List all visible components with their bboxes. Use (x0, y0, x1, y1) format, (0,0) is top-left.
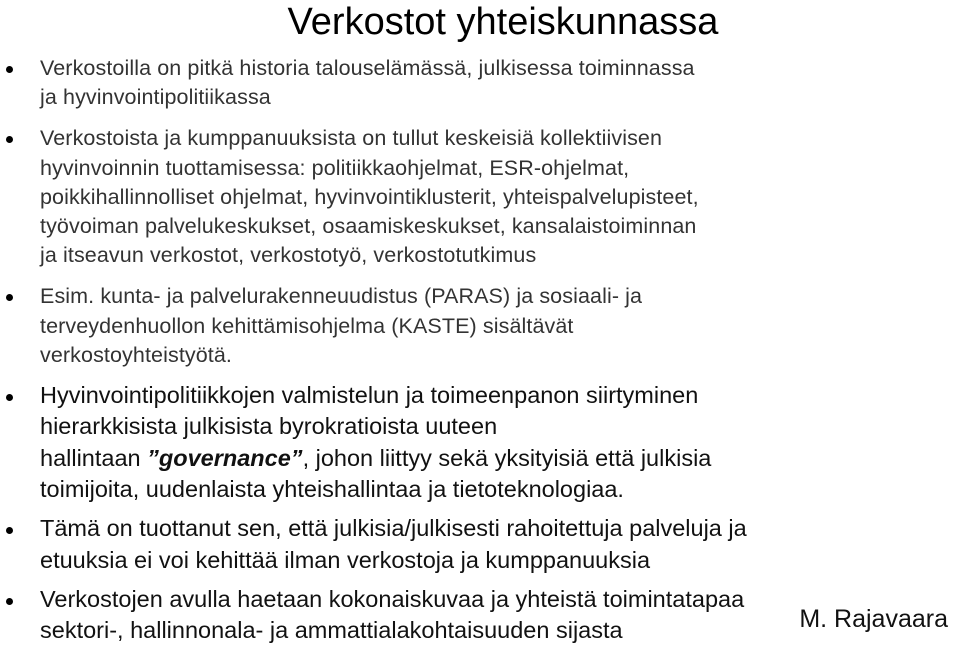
slide-title: Verkostot yhteiskunnassa (287, 1, 719, 43)
bullet-list (0, 54, 960, 650)
bullet-text-line: työvoiman palvelukeskukset, osaamiskeskukset, kansalaistoiminnan (40, 214, 697, 239)
bullet-marker (6, 136, 13, 143)
bullet-text-line: etuuksia ei voi kehittää ilman verkostoja ja kumppanuuksia (40, 546, 651, 573)
bullet-text-line: Verkostoista ja kumppanuuksista on tullut keskeisiä kollektiivisen (40, 126, 663, 151)
bullet-item (0, 513, 960, 576)
author-name: M. Rajavaara (799, 605, 948, 633)
bullet-item (0, 282, 960, 370)
bullet-text-segment: hallintaan (40, 444, 148, 471)
bullet-text-line: Esim. kunta- ja palvelurakenneuudistus (PARAS) ja sosiaali- ja (40, 284, 643, 309)
bullet-marker (6, 294, 13, 301)
bullet-text-line: ja hyvinvointipolitiikassa (40, 85, 271, 110)
bullet-text-line: sektori-, hallinnonala- ja ammattialakohtaisuuden sijasta (40, 617, 623, 644)
governance-emphasis: ”governance” (147, 444, 303, 471)
bullet-item (0, 124, 960, 270)
bullet-text-segment: , johon liittyy sekä yksityisiä että julkisia (302, 444, 712, 471)
bullet-text-line: Tämä on tuottanut sen, että julkisia/julkisesti rahoitettuja palveluja ja (40, 515, 747, 542)
bullet-marker (6, 598, 13, 605)
bullet-text-line: Hyvinvointipolitiikkojen valmistelun ja toimeenpanon siirtyminen (40, 382, 699, 409)
bullet-marker (6, 66, 13, 73)
bullet-text-line: terveydenhuollon kehittämisohjelma (KASTE) sisältävät (40, 313, 574, 338)
bullet-marker (6, 394, 13, 401)
bullet-item (0, 54, 960, 112)
bullet-marker (6, 527, 13, 534)
bullet-text-line: Verkostojen avulla haetaan kokonaiskuvaa ja yhteistä toimintatapaa (40, 585, 745, 612)
bullet-text-line: ja itseavun verkostot, verkostotyö, verkostotutkimus (40, 243, 537, 268)
bullet-text-line: hyvinvoinnin tuottamisessa: politiikkaohjelmat, ESR-ohjelmat, (40, 155, 630, 180)
bullet-text-line-mixed (40, 443, 950, 474)
bullet-text-line: Verkostoilla on pitkä historia talouselämässä, julkisessa toiminnassa (40, 56, 695, 80)
bullet-item (0, 380, 960, 505)
bullet-text-line: poikkihallinnolliset ohjelmat, hyvinvointiklusterit, yhteispalvelupisteet, (40, 184, 699, 209)
bullet-text-line: hierarkkisista julkisista byrokratioista uuteen (40, 413, 498, 440)
bullet-text-line: verkostoyhteistyötä. (40, 342, 233, 367)
bullet-text-line: toimijoita, uudenlaista yhteishallintaa ja tietoteknologiaa. (40, 475, 624, 502)
